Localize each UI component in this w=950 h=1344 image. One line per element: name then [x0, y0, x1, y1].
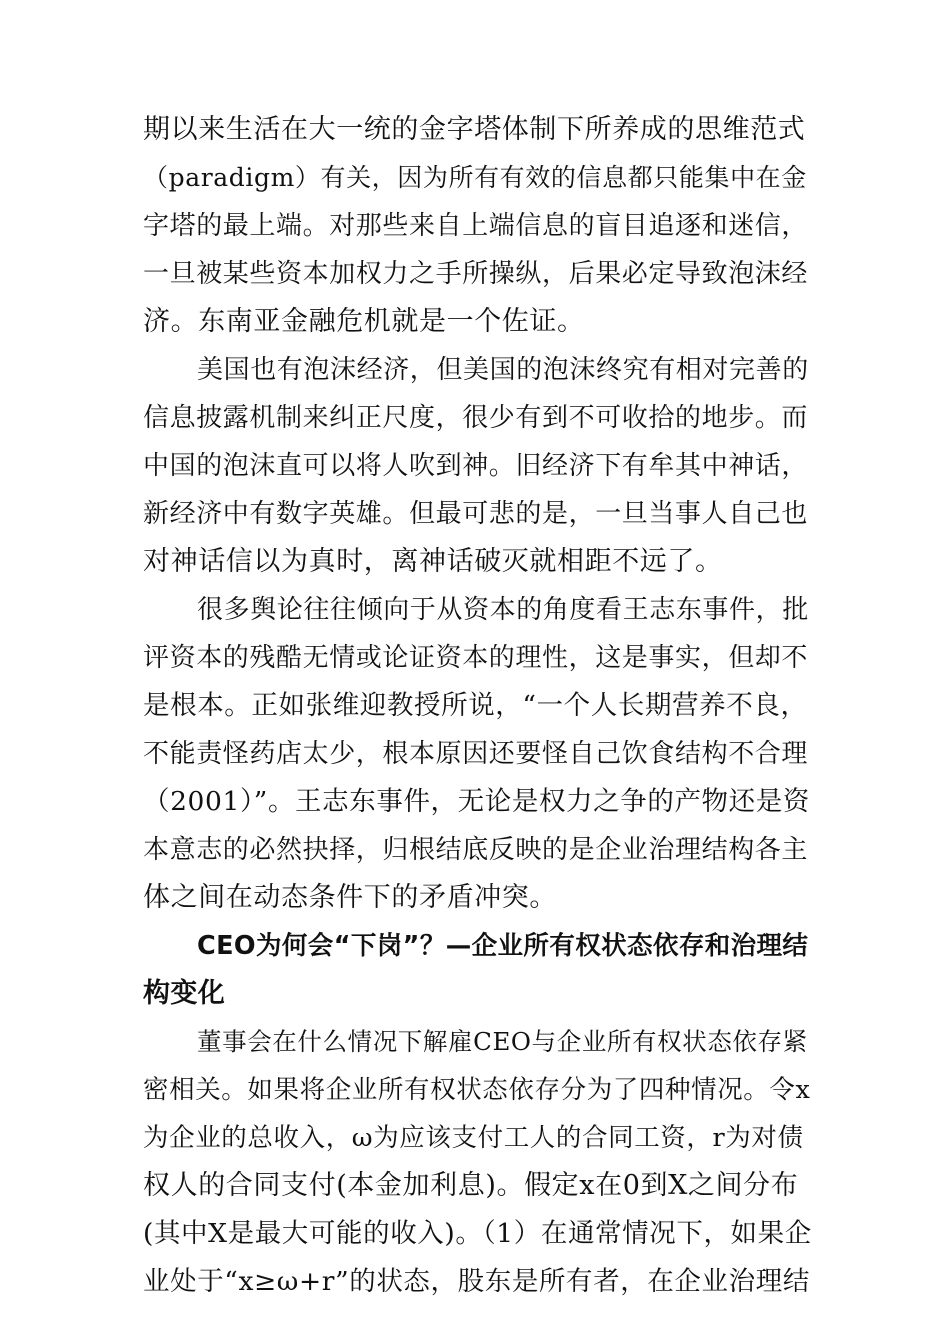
heading-line: CEO为何会“下岗”？—企业所有权状态依存和治理结 [197, 931, 809, 961]
text-line: 期以来生活在大一统的金字塔体制下所养成的思维范式 [143, 114, 806, 145]
text-line: 是根本。正如张维迎教授所说，“一个人长期营养不良， [143, 690, 808, 721]
text-line: 字塔的最上端。对那些来自上端信息的盲目追逐和迷信， [143, 211, 809, 241]
text-line: 本意志的必然抉择，归根结底反映的是企业治理结构各主 [143, 835, 809, 865]
text-line: 美国也有泡沫经济，但美国的泡沫终究有相对完善的 [197, 355, 809, 385]
text-line: 济。东南亚金融危机就是一个佐证。 [143, 306, 585, 337]
text-line: 中国的泡沫直可以将人吹到神。旧经济下有牟其中神话， [143, 451, 809, 481]
text-line: 密相关。如果将企业所有权状态依存分为了四种情况。令x [143, 1075, 811, 1105]
text-line: （2001）”。王志东事件，无论是权力之争的产物还是资 [143, 786, 810, 817]
text-line: 很多舆论往往倾向于从资本的角度看王志东事件，批 [197, 595, 809, 625]
text-line: 业处于“x≥ω+r”的状态，股东是所有者，在企业治理结 [143, 1266, 810, 1297]
heading-line: 构变化 [143, 978, 226, 1009]
text-line: （paradigm）有关，因为所有有效的信息都只能集中在金 [143, 163, 807, 192]
text-line: 一旦被某些资本加权力之手所操纵，后果必定导致泡沫经 [143, 259, 809, 289]
text-line: 信息披露机制来纠正尺度，很少有到不可收拾的地步。而 [143, 403, 809, 433]
text-line: 新经济中有数字英雄。但最可悲的是，一旦当事人自己也 [143, 499, 809, 529]
text-line: 董事会在什么情况下解雇CEO与企业所有权状态依存紧 [197, 1027, 808, 1056]
text-line: 对神话信以为真时，离神话破灭就相距不远了。 [143, 546, 723, 577]
text-line: 权人的合同支付(本金加利息)。假定x在0到X之间分布 [143, 1170, 799, 1201]
text-line: 体之间在动态条件下的矛盾冲突。 [143, 882, 557, 913]
text-line: 为企业的总收入，ω为应该支付工人的合同工资，r为对债 [143, 1123, 804, 1153]
text-line: 不能责怪药店太少，根本原因还要怪自己饮食结构不合理 [143, 739, 809, 769]
text-line: (其中X是最大可能的收入)。（1）在通常情况下，如果企 [143, 1218, 812, 1249]
text-line: 评资本的残酷无情或论证资本的理性，这是事实，但却不 [143, 643, 809, 673]
